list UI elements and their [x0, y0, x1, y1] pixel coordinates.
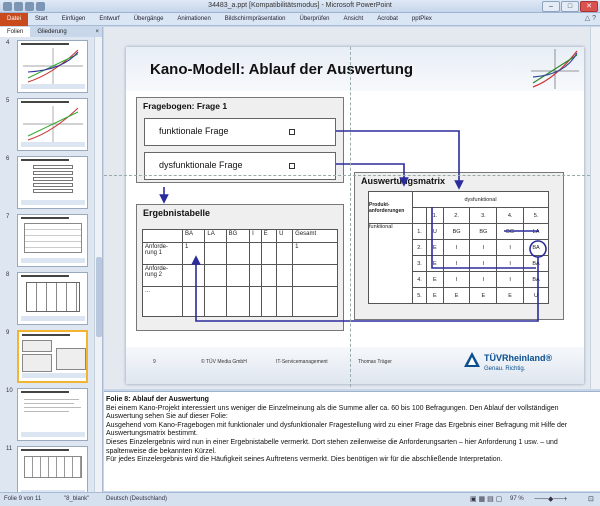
matrix-cell: E [427, 256, 444, 272]
matrix-cell: I [470, 256, 497, 272]
slide-number: 7 [6, 214, 10, 220]
matrix-cell: E [443, 288, 470, 304]
ergebnis-cell: Anforde-rung 1 [143, 243, 183, 265]
notes-line: Für jedes Einzelergebnis wird die Häufigkeit seines Auftretens vermerkt. Dies benötigen wir für die abschließende Interpretation. [106, 456, 503, 464]
maximize-button[interactable]: □ [561, 1, 579, 12]
ergebnis-header-cell: LA [205, 230, 226, 243]
dysfunctional-question-label: dysfunktionale Frage [159, 160, 243, 170]
matrix-col-number: 5. [524, 208, 549, 224]
footer-topic: IT-Servicemanagement [276, 359, 328, 365]
ergebnis-cell: 1 [183, 243, 205, 265]
tab-animations[interactable]: Animationen [177, 15, 211, 22]
notes-line: Dieses Einzelergebnis wird nun in einer Ergebnistabelle vermerkt. Dort stehen zeilenweise die Anforderungsarten – hier Anforderung 1 usw. – und spaltenweise die bekannten Kürzel. [106, 438, 558, 455]
ribbon-tabs [0, 13, 600, 26]
matrix-cell: 5. [413, 288, 427, 304]
vertical-guide[interactable] [350, 47, 351, 387]
notes-heading: Folie 8: Ablauf der Auswertung [106, 396, 209, 403]
tab-view[interactable]: Ansicht [343, 15, 364, 22]
matrix-cell: BA [524, 272, 549, 288]
thumbnail-scrollbar[interactable] [94, 37, 102, 492]
matrix-cell: I [443, 240, 470, 256]
slide-number: 4 [6, 40, 10, 46]
slide-number: 8 [6, 272, 10, 278]
matrix-col-number: 1. [427, 208, 444, 224]
horizontal-guide[interactable] [104, 175, 600, 176]
matrix-cell: 3. [413, 256, 427, 272]
matrix-cell: U [524, 288, 549, 304]
matrix-cell: BA [524, 240, 549, 256]
slide-number: 10 [6, 388, 13, 394]
slide-number: 5 [6, 98, 10, 104]
flow-arrows [126, 47, 584, 347]
zoom-slider[interactable]: −──◆──+ [534, 496, 568, 503]
ergebnistabelle-label: Ergebnistabelle [143, 208, 211, 218]
slide-editor [104, 27, 600, 389]
tab-slideshow[interactable]: Bildschirmpräsentation [224, 15, 286, 22]
slide-thumbnail-panel [0, 27, 103, 492]
matrix-cell: I [470, 240, 497, 256]
slide-thumbnail[interactable] [17, 388, 88, 441]
matrix-cell: LA [524, 224, 549, 240]
tuv-slogan: Genau. Richtig. [484, 366, 526, 372]
close-panel-icon[interactable]: × [95, 29, 99, 35]
kano-graph-thumb [23, 48, 83, 84]
slide-thumbnail[interactable] [17, 156, 88, 209]
slide-count: Folie 9 von 11 [4, 496, 42, 502]
matrix-cell: I [443, 256, 470, 272]
ergebnis-cell: Anforde-rung 2 [143, 265, 183, 287]
matrix-cell: I [497, 240, 524, 256]
kano-graph-thumb [23, 106, 83, 142]
fragebogen-label: Fragebogen: Frage 1 [143, 101, 228, 111]
matrix-func-label: funktional [369, 224, 413, 304]
matrix-cell: BG [443, 224, 470, 240]
footer-author: Thomas Träger [358, 359, 392, 365]
zoom-level[interactable]: 97 % [510, 496, 524, 502]
title-bar [0, 0, 600, 13]
slide-number: 9 [6, 330, 10, 336]
ergebnis-header-cell: I [250, 230, 261, 243]
tab-slides[interactable]: Folien [0, 27, 30, 37]
slide-title: Kano-Modell: Ablauf der Auswertung [150, 61, 414, 78]
notes-line: Bei einem Kano-Projekt interessiert uns weniger die Einzelmeinung als die Summe aller ca. 60 bis 100 Befragungen. Den Ablauf der vollständigen Auswertung sehen Sie auf dieser Folie: [106, 404, 559, 421]
matrix-cell: E [427, 240, 444, 256]
notes-line: Ausgehend vom Kano-Fragebogen mit funktionaler und dysfunktionaler Fragestellung wird zu einer Frage das Ergebnis einer Befragung mit Hilfe der Auswertungsmatrix bestimmt. [106, 421, 568, 438]
help-icon[interactable]: △ ? [584, 15, 596, 22]
ergebnis-header-cell: U [277, 230, 293, 243]
matrix-cell: I [497, 256, 524, 272]
tab-design[interactable]: Entwurf [99, 15, 120, 22]
matrix-cell: E [427, 288, 444, 304]
theme-name: "8_blank" [64, 496, 90, 502]
footer-copyright: © TÜV Media GmbH [201, 359, 247, 365]
matrix-cell: 4. [413, 272, 427, 288]
ba-highlight-circle [530, 241, 546, 257]
matrix-label: Auswertungsmatrix [361, 176, 446, 186]
ergebnis-header-cell: BA [183, 230, 205, 243]
matrix-cell: 1. [413, 224, 427, 240]
matrix-cell: I [470, 272, 497, 288]
tab-start[interactable]: Start [35, 15, 48, 22]
slide-thumbnail[interactable] [17, 446, 88, 492]
view-buttons[interactable]: ▣ ▦ ▤ ▢ [470, 496, 503, 503]
slide-number: 6 [6, 156, 10, 162]
functional-question-label: funktionale Frage [159, 126, 229, 136]
tab-pptplex[interactable]: pptPlex [411, 15, 432, 22]
slide-footer [126, 347, 584, 384]
slide-thumbnail[interactable] [17, 214, 88, 267]
matrix-cell: E [470, 288, 497, 304]
matrix-cell: E [427, 272, 444, 288]
matrix-cell: I [443, 272, 470, 288]
slide-scrollbar[interactable] [590, 27, 600, 389]
ergebnis-header-cell: BG [226, 230, 250, 243]
tuv-triangle-icon [463, 351, 481, 369]
minimize-button[interactable]: – [542, 1, 560, 12]
tab-insert[interactable]: Einfügen [61, 15, 86, 22]
matrix-cell: U [427, 224, 444, 240]
ergebnis-header-cell: E [261, 230, 277, 243]
tab-file[interactable]: Datei [0, 13, 28, 26]
slide-thumbnail[interactable] [17, 40, 88, 93]
fit-window-icon[interactable]: ⊡ [588, 496, 594, 503]
matrix-col-number: 3. [470, 208, 497, 224]
slide-thumbnail-selected[interactable] [17, 330, 88, 383]
window-title: 34483_a.ppt [Kompatibilitätsmodus] - Microsoft PowerPoint [208, 2, 392, 9]
matrix-corner: Produkt-anforderungen [369, 192, 413, 224]
matrix-col-number: 4. [497, 208, 524, 224]
matrix-cell: E [497, 288, 524, 304]
matrix-cell: I [497, 272, 524, 288]
scroll-thumb[interactable] [96, 257, 102, 337]
tab-outline[interactable]: Gliederung [37, 29, 67, 35]
tab-review[interactable]: Überprüfen [299, 15, 330, 22]
slide-number: 11 [6, 446, 13, 452]
ergebnis-cell: 1 [293, 243, 338, 265]
matrix-col-number: 2. [443, 208, 470, 224]
footer-page-number: 9 [153, 359, 156, 365]
status-bar [0, 492, 600, 506]
notes-pane[interactable] [104, 391, 600, 491]
matrix-cell: BG [470, 224, 497, 240]
tuv-brand: TÜVRheinland® [484, 353, 553, 363]
slide-canvas[interactable] [126, 47, 584, 384]
slide-thumbnail[interactable] [17, 98, 88, 151]
language[interactable]: Deutsch (Deutschland) [106, 496, 168, 502]
close-button[interactable]: ✕ [580, 1, 598, 12]
ergebnis-cell: ... [143, 287, 183, 317]
matrix-dys-header: dysfunktional [413, 192, 549, 208]
ergebnis-header-cell: Gesamt [293, 230, 338, 243]
matrix-cell: BA [524, 256, 549, 272]
tab-transitions[interactable]: Übergänge [133, 15, 164, 22]
matrix-cell: 2. [413, 240, 427, 256]
tab-acrobat[interactable]: Acrobat [377, 15, 398, 22]
slide-thumbnail[interactable] [17, 272, 88, 325]
matrix-cell: BG [497, 224, 524, 240]
